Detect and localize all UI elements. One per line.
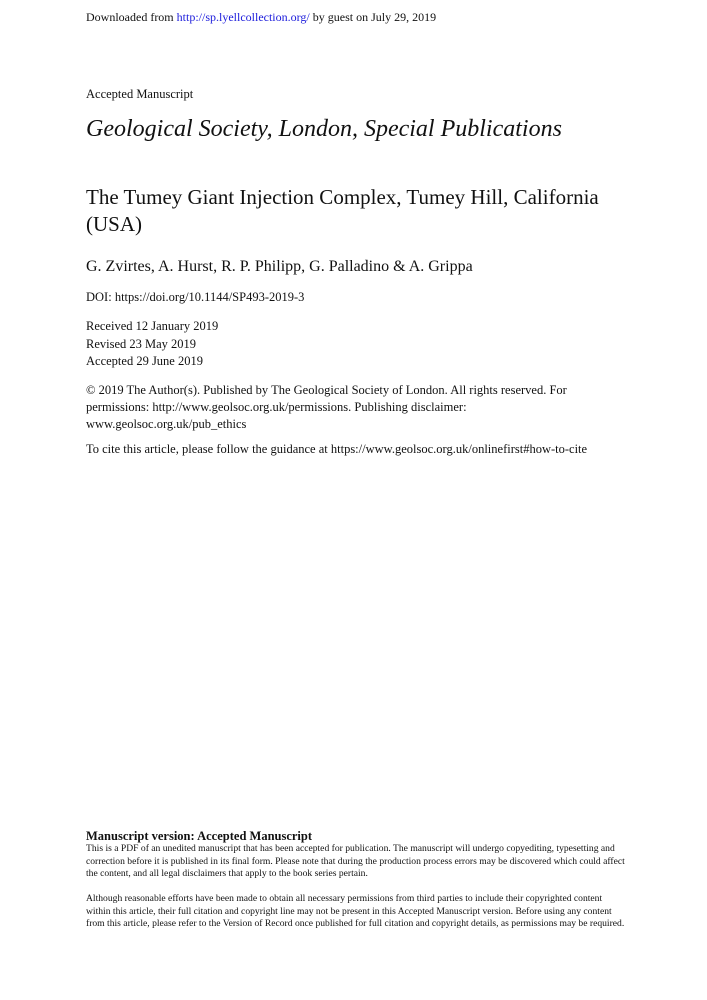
manuscript-version-heading: Manuscript version: Accepted Manuscript <box>86 829 313 843</box>
citation-guidance: To cite this article, please follow the guidance at https://www.geolsoc.org.uk/onlinefirst#how-to-cite <box>86 442 588 456</box>
permissions-disclaimer-paragraph: Although reasonable efforts have been made to obtain all necessary permissions from third parties to include their copyrighted content within this article, their full citation and copyright line may not be present in this Accepted Manuscript version. Before using any content from this article, please refer to the Version of Record once published for full citation and copyright details, as permissions may be required. <box>86 893 625 929</box>
source-link[interactable]: http://sp.lyellcollection.org/ <box>176 10 310 24</box>
article-title: The Tumey Giant Injection Complex, Tumey Hill, California (USA) <box>86 185 599 236</box>
manuscript-status-label: Accepted Manuscript <box>86 87 194 101</box>
manuscript-disclaimer-paragraph: This is a PDF of an unedited manuscript that has been accepted for publication. The manuscript will undergo copyediting, typesetting and correction before it is published in its final form. Please note that during the production process errors may be discovered which could affect the content, and all legal disclaimers that apply to the book series pertain. <box>86 843 625 879</box>
author-list: G. Zvirtes, A. Hurst, R. P. Philipp, G. Palladino & A. Grippa <box>86 258 473 275</box>
doi-line: DOI: https://doi.org/10.1144/SP493-2019-3 <box>86 290 305 304</box>
revised-date: Revised 23 May 2019 <box>86 336 197 351</box>
download-prefix: Downloaded from <box>86 10 177 24</box>
accepted-date: Accepted 29 June 2019 <box>86 354 203 368</box>
journal-title: Geological Society, London, Special Publications <box>86 116 562 142</box>
publication-dates <box>86 318 218 371</box>
download-suffix: by guest on July 29, 2019 <box>309 10 437 24</box>
received-date: Received 12 January 2019 <box>86 319 219 333</box>
copyright-notice: © 2019 The Author(s). Published by The Geological Society of London. All rights reserved. For permissions: http://www.geolsoc.org.uk/permissions. Publishing disclaimer: www.geolsoc.org.uk/pub_ethics <box>86 383 567 431</box>
download-notice <box>86 9 436 25</box>
